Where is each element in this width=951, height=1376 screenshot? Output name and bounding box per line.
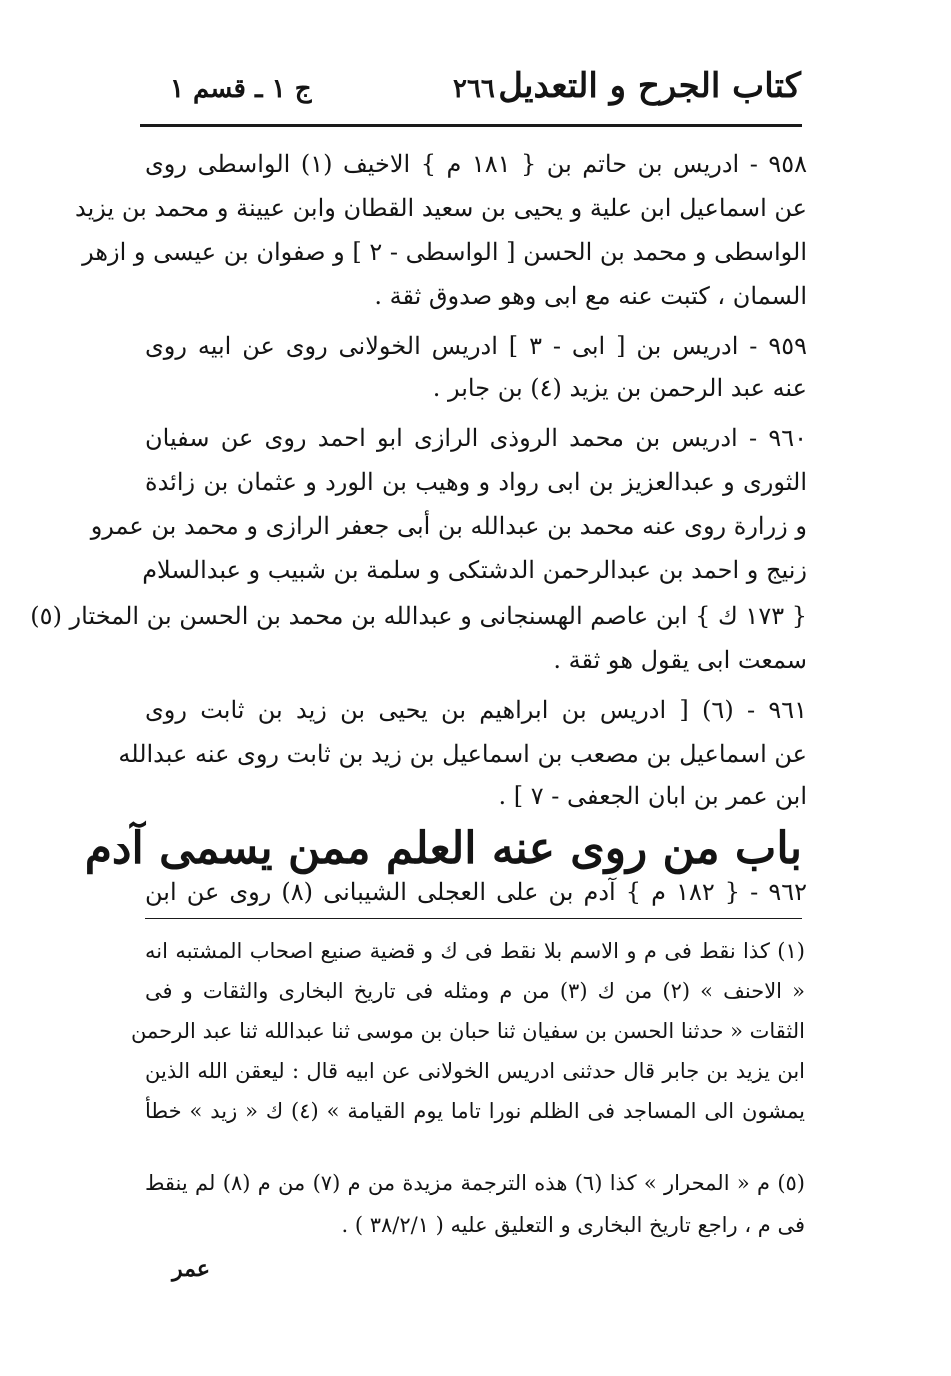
section-heading: باب من روى عنه العلم ممن يسمى آدم — [84, 823, 802, 874]
entry-960-line-5: { ١٧٣ ك } ابن عاصم الهسنجانى و عبدالله بن محمد بن الحسن بن المختار (٥) — [30, 602, 807, 630]
footnote-line-7: فى م ، راجع تاريخ البخارى و التعليق عليه ( ٣٨/٢/١ ) . — [341, 1213, 805, 1237]
volume-part: ج ١ ـ قسم ١ — [170, 74, 312, 104]
entry-958-line-2: عن اسماعيل ابن علية و يحيى بن سعيد القطان وابن عيينة و محمد بن يزيد — [75, 194, 807, 222]
entry-960-line-2: الثورى و عبدالعزيز بن ابى رواد و وهيب بن الورد و عثمان بن زائدة — [145, 468, 807, 496]
footnote-line-4: ابن يزيد بن جابر قال حدثنى ادريس الخولانى عن ابيه قال : ليعقن الله الذين — [145, 1059, 805, 1083]
catchword: عمر — [172, 1256, 210, 1282]
entry-958-line-1: ٩٥٨ - ادريس بن حاتم بن { ١٨١ م } الاخيف (١) الواسطى روى — [145, 150, 808, 178]
footnote-line-3: الثقات « حدثنا الحسن بن سفيان ثنا حبان بن موسى ثنا عبدالله ثنا عبد الرحمن — [130, 1019, 805, 1043]
footnote-rule — [145, 918, 802, 919]
entry-959-line-2: عنه عبد الرحمن بن يزيد (٤) بن جابر . — [432, 374, 807, 402]
entry-960-line-1: ٩٦٠ - ادريس بن محمد الروذى الرازى ابو احمد روى عن سفيان — [145, 424, 807, 452]
running-title: كتاب الجرح و التعديل — [498, 66, 801, 106]
entry-958-line-3: الواسطى و محمد بن الحسن [ الواسطى - ٢ ] و صفوان بن عيسى و ازهر — [82, 238, 807, 266]
entry-960-line-6: سمعت ابى يقول هو ثقة . — [553, 646, 807, 674]
footnote-line-5: يمشون الى المساجد فى الظلم نورا تاما يوم القيامة » (٤) ك « زيد » خطأ — [145, 1099, 805, 1123]
entry-959-line-1: ٩٥٩ - ادريس بن [ ابى - ٣ ] ادريس الخولانى روى عن ابيه روى — [145, 332, 807, 360]
entry-961-line-1: ٩٦١ - (٦) [ ادريس بن ابراهيم بن يحيى بن زيد بن ثابت روى — [145, 696, 808, 724]
entry-958-line-4: السمان ، كتبت عنه مع ابى وهو صدوق ثقة . — [374, 282, 807, 310]
entry-961-line-3: ابن عمر بن ابان الجعفى - ٧ ] . — [498, 782, 807, 810]
entry-960-line-4: زنيج و احمد بن عبدالرحمن الدشتكى و سلمة بن شبيب و عبدالسلام — [142, 556, 807, 584]
page-number: ٢٦٦ — [453, 74, 495, 104]
footnote-line-1: (١) كذا نقط فى م و الاسم بلا نقط فى ك و قضية صنيع اصحاب المشتبه انه — [145, 939, 805, 963]
entry-961-line-2: عن اسماعيل بن مصعب بن اسماعيل بن زيد بن ثابت روى عنه عبدالله — [118, 740, 807, 768]
header-rule — [140, 124, 802, 127]
footnote-line-6: (٥) م « المحرار » كذا (٦) هذه الترجمة مزيدة من م (٧) من م (٨) لم ينقط — [145, 1171, 805, 1195]
footnote-line-2: « الاحنف » (٢) من ك (٣) من م ومثله فى تاريخ البخارى والثقات و فى — [145, 979, 805, 1003]
entry-962-line-1: ٩٦٢ - { ١٨٢ م } آدم بن على العجلى الشيبانى (٨) روى عن ابن — [145, 878, 808, 906]
entry-960-line-3: و زرارة روى عنه محمد بن عبدالله بن أبى جعفر الرازى و محمد بن عمرو — [90, 512, 807, 540]
